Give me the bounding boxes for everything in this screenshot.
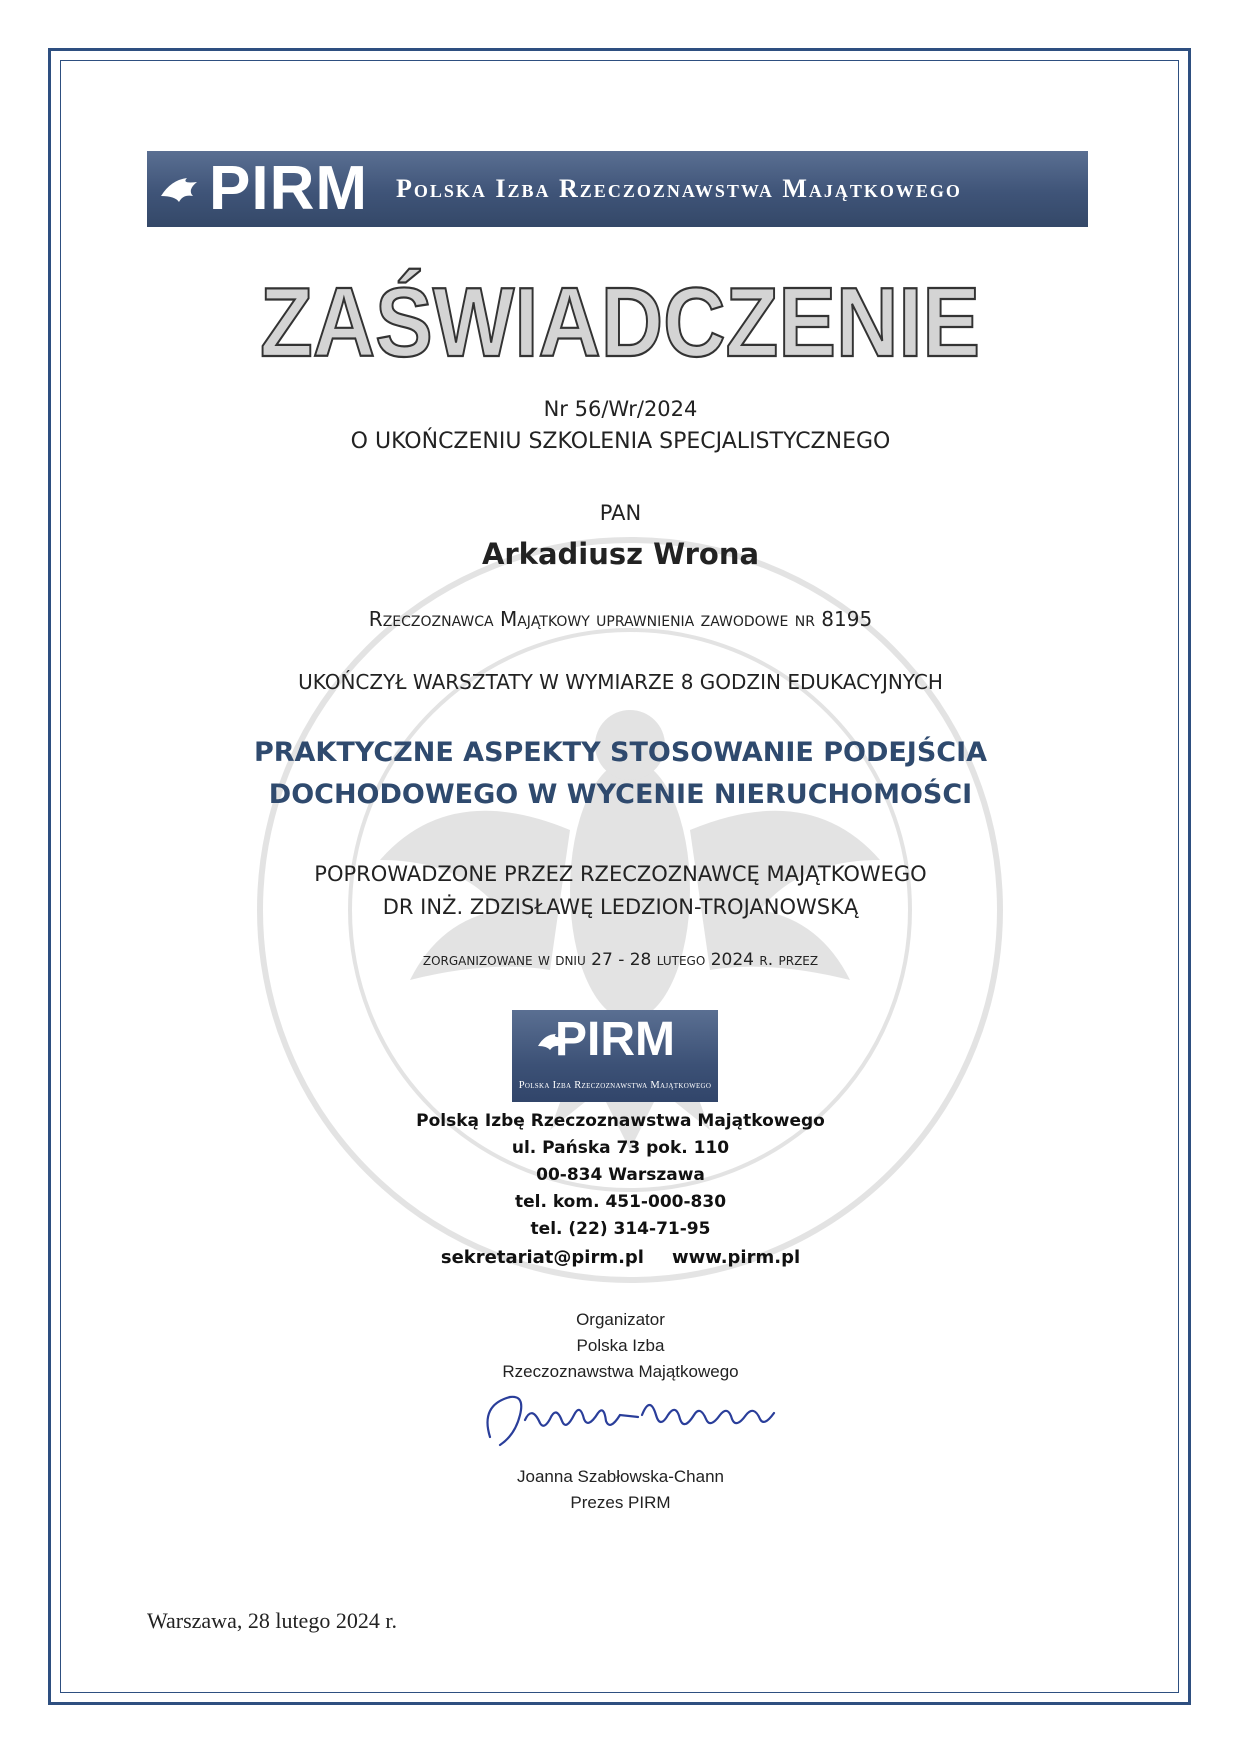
address-phone: tel. (22) 314-71-95 [530, 1219, 711, 1239]
handwritten-signature [470, 1375, 790, 1455]
header-org-name: Polska Izba Rzeczoznawstwa Majątkowego [396, 174, 962, 203]
website-link[interactable]: www.pirm.pl [671, 1247, 801, 1268]
signature-org-line1: Polska Izba [576, 1336, 665, 1355]
address-mobile: tel. kom. 451-000-830 [514, 1192, 727, 1212]
email-link[interactable]: sekretariat@pirm.pl [440, 1247, 644, 1268]
led-by-line2: DR INŻ. ZDZISŁAWĘ LEDZION-TROJANOWSKĄ [382, 895, 859, 919]
document-title [255, 267, 985, 377]
small-logo-subtext: Polska Izba Rzeczoznawstwa Majątkowego [518, 1080, 712, 1091]
header-logo-text: PIRM [209, 154, 368, 223]
certificate-number: Nr 56/Wr/2024 [543, 397, 698, 421]
salutation: PAN [599, 501, 642, 525]
signatory-position: Prezes PIRM [570, 1493, 671, 1512]
course-title-line2: DOCHODOWEGO W WYCENIE NIERUCHOMOŚCI [268, 779, 973, 810]
address-street: ul. Pańska 73 pok. 110 [511, 1138, 730, 1158]
organized-line: zorganizowane w dniu 27 - 28 lutego 2024 r. przez [422, 950, 819, 970]
address-contact [300, 1247, 941, 1268]
completion-line: UKOŃCZYŁ WARSZTATY W WYMIARZE 8 GODZIN EDUKACYJNYCH [298, 670, 943, 694]
document-title-text: ZAŚWIADCZENIE [260, 267, 980, 377]
signatory-name: Joanna Szabłowska-Chann [517, 1467, 724, 1486]
place-and-date: Warszawa, 28 lutego 2024 r. [147, 1608, 397, 1633]
small-logo-text: PIRM [555, 1013, 675, 1066]
header-banner [147, 151, 1088, 227]
signature-org-line2: Rzeczoznawstwa Majątkowego [502, 1362, 739, 1381]
eagle-logo-icon [157, 166, 203, 212]
signature-role: Organizator [576, 1310, 665, 1329]
course-title-line1: PRAKTYCZNE ASPEKTY STOSOWANIE PODEJŚCIA [253, 737, 988, 768]
recipient-qualification: Rzeczoznawca Majątkowy uprawnienia zawodowe nr 8195 [368, 607, 873, 631]
recipient-name: Arkadiusz Wrona [481, 537, 760, 571]
certificate-subtitle: O UKOŃCZENIU SZKOLENIA SPECJALISTYCZNEGO [350, 429, 891, 454]
address-org: Polską Izbę Rzeczoznawstwa Majątkowego [416, 1111, 825, 1131]
pirm-small-logo [512, 1010, 718, 1102]
led-by-line1: POPROWADZONE PRZEZ RZECZOZNAWCĘ MAJĄTKOWEGO [314, 862, 927, 886]
address-city: 00-834 Warszawa [536, 1165, 705, 1185]
